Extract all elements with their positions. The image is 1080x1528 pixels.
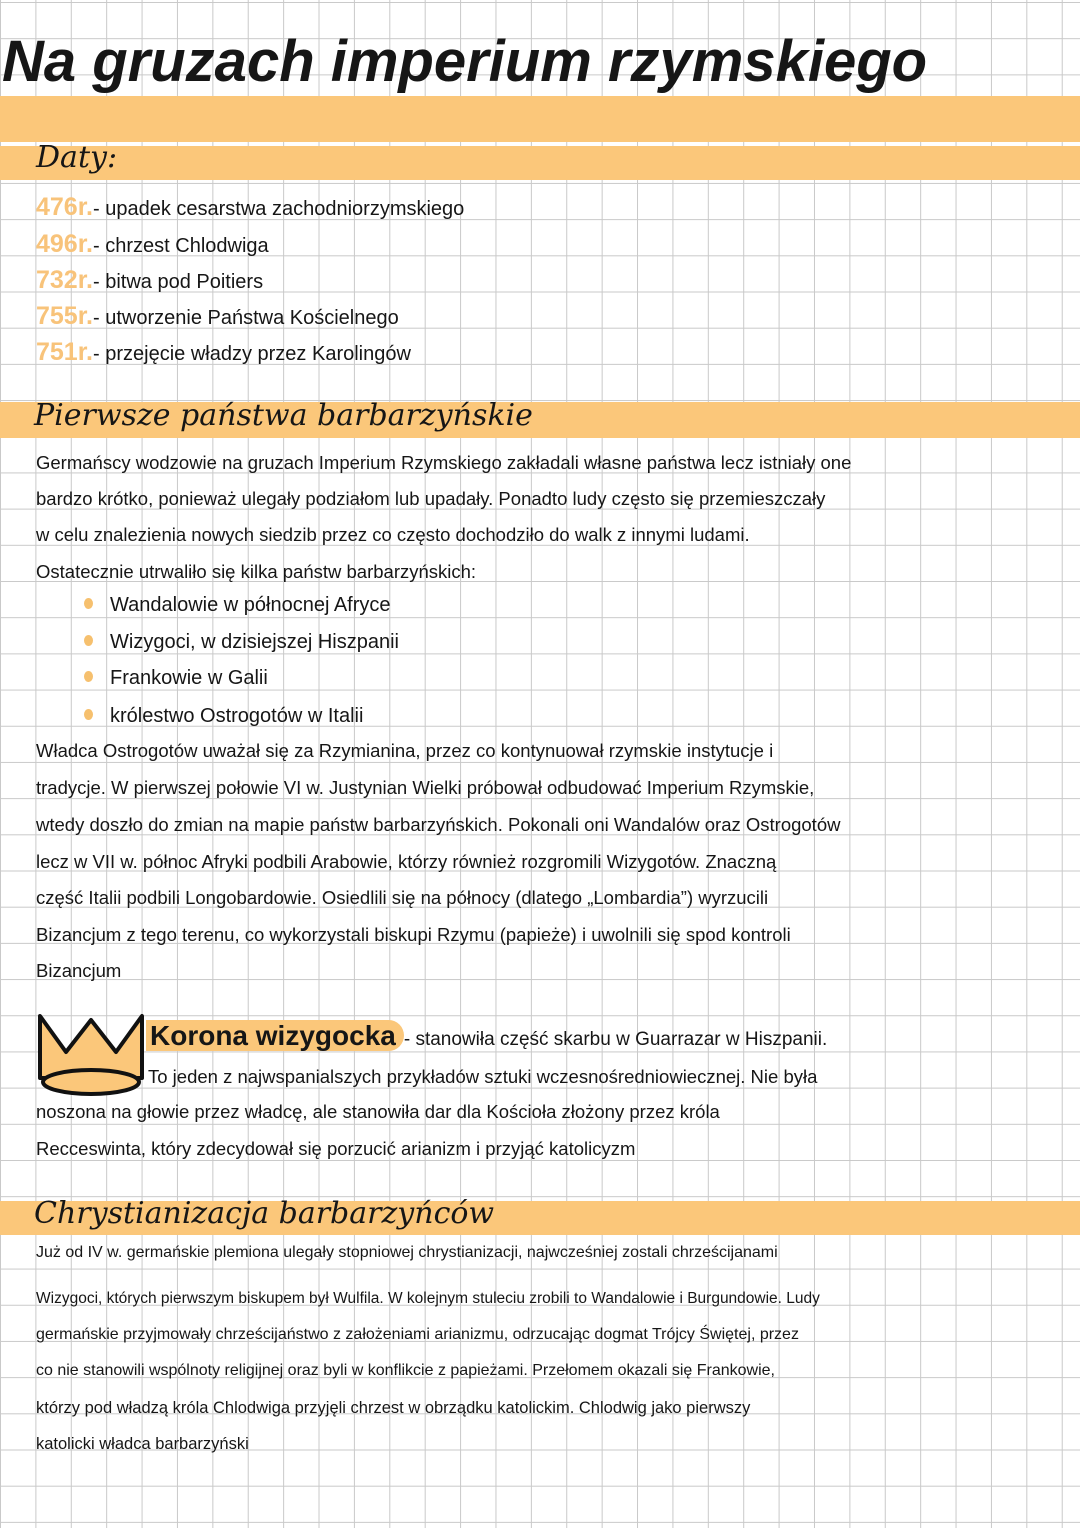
text-line: bardzo krótko, ponieważ ulegały podziałom lub upadały. Ponadto ludy często się przemieszczały [36, 488, 826, 509]
date-year: 476r. [36, 193, 94, 221]
text-line: Już od IV w. germańskie plemiona ulegały stopniowej chrystianizacji, najwcześniej zostali chrześcijanami [36, 1244, 778, 1261]
text-line: noszona na głowie przez władcę, ale stanowiła dar dla Kościoła złożony przez króla [36, 1101, 720, 1122]
date-event: - upadek cesarstwa zachodniorzymskiego [93, 198, 465, 220]
list-item: królestwo Ostrogotów w Italii [110, 705, 364, 727]
date-year: 755r. [36, 302, 94, 330]
date-item [36, 230, 269, 259]
list-item: Wandalowie w północnej Afryce [110, 594, 391, 616]
text-line: Bizancjum [36, 960, 122, 981]
date-item [36, 266, 263, 295]
date-event: - przejęcie władzy przez Karolingów [93, 343, 411, 365]
date-year: 732r. [36, 266, 94, 294]
text-line: lecz w VII w. północ Afryki podbili Arabowie, którzy również rozgromili Wizygotów. Znaczną [36, 851, 777, 872]
date-year: 496r. [36, 230, 94, 258]
crown-text: - stanowiła część skarbu w Guarrazar w Hiszpanii. [403, 1029, 828, 1050]
date-item [36, 193, 464, 222]
text-line: Władca Ostrogotów uważał się za Rzymianina, przez co kontynuował rzymskie instytucje i [36, 740, 774, 761]
date-year: 751r. [36, 338, 94, 366]
text-line: w celu znalezienia nowych siedzib przez co często dochodziło do walk z innymi ludami. [36, 524, 750, 545]
date-event: - chrzest Chlodwiga [93, 235, 269, 257]
text-line: co nie stanowili wspólnoty religijnej oraz byli w konflikcie z papieżami. Przełomem okazali się Frankowie, [36, 1362, 775, 1379]
bullet-icon [84, 635, 93, 646]
bullet-icon [84, 709, 93, 720]
list-item: Frankowie w Galii [110, 667, 268, 689]
dates-highlight [0, 146, 1080, 180]
text-line: tradycje. W pierwszej połowie VI w. Justynian Wielki próbował odbudować Imperium Rzymskie, [36, 777, 815, 798]
text-line: Bizancjum z tego terenu, co wykorzystali biskupi Rzymu (papieże) i uwolnili się spod kontroli [36, 924, 791, 945]
list-item: Wizygoci, w dzisiejszej Hiszpanii [110, 631, 399, 653]
page-title: Na gruzach imperium rzymskiego [2, 29, 928, 94]
text-line: Wizygoci, których pierwszym biskupem był Wulfila. W kolejnym stuleciu zrobili to Wandalowie i Burgundowie. Ludy [36, 1290, 820, 1307]
date-event: - bitwa pod Poitiers [93, 271, 264, 293]
title-highlight [0, 96, 1080, 142]
text-line: katolicki władca barbarzyński [36, 1435, 249, 1453]
text-line: To jeden z najwspanialszych przykładów sztuki wczesnośredniowiecznej. Nie była [148, 1066, 818, 1087]
text-line: Germańscy wodzowie na gruzach Imperium Rzymskiego zakładali własne państwa lecz istniały one [36, 452, 852, 473]
crown-title: Korona wizygocka [146, 1020, 404, 1051]
date-event: - utworzenie Państwa Kościelnego [93, 307, 399, 329]
text-line: germańskie przyjmowały chrześcijaństwo z założeniami arianizmu, odrzucając dogmat Trójcy Świętej, przez [36, 1326, 799, 1343]
text-line: Recceswinta, który zdecydował się porzucić arianizm i przyjąć katolicyzm [36, 1138, 636, 1159]
crown-icon [36, 1012, 148, 1098]
text-line: część Italii podbili Longobardowie. Osiedlili się na północy (dlatego „Lombardia”) wyrzucili [36, 887, 769, 908]
crown-heading-line [146, 1020, 827, 1052]
text-line: wtedy doszło do zmian na mapie państw barbarzyńskich. Pokonali oni Wandalów oraz Ostrogotów [36, 814, 841, 835]
dates-heading: Daty: [36, 140, 118, 175]
bullet-icon [84, 671, 93, 682]
section1-heading: Pierwsze państwa barbarzyńskie [34, 398, 533, 433]
text-line: Ostatecznie utrwaliło się kilka państw barbarzyńskich: [36, 561, 477, 582]
bullet-icon [84, 598, 93, 609]
section2-heading: Chrystianizacja barbarzyńców [34, 1196, 495, 1231]
text-line: którzy pod władzą króla Chlodwiga przyjęli chrzest w obrządku katolickim. Chlodwig jako pierwszy [36, 1399, 751, 1417]
date-item [36, 338, 411, 367]
date-item [36, 302, 399, 331]
